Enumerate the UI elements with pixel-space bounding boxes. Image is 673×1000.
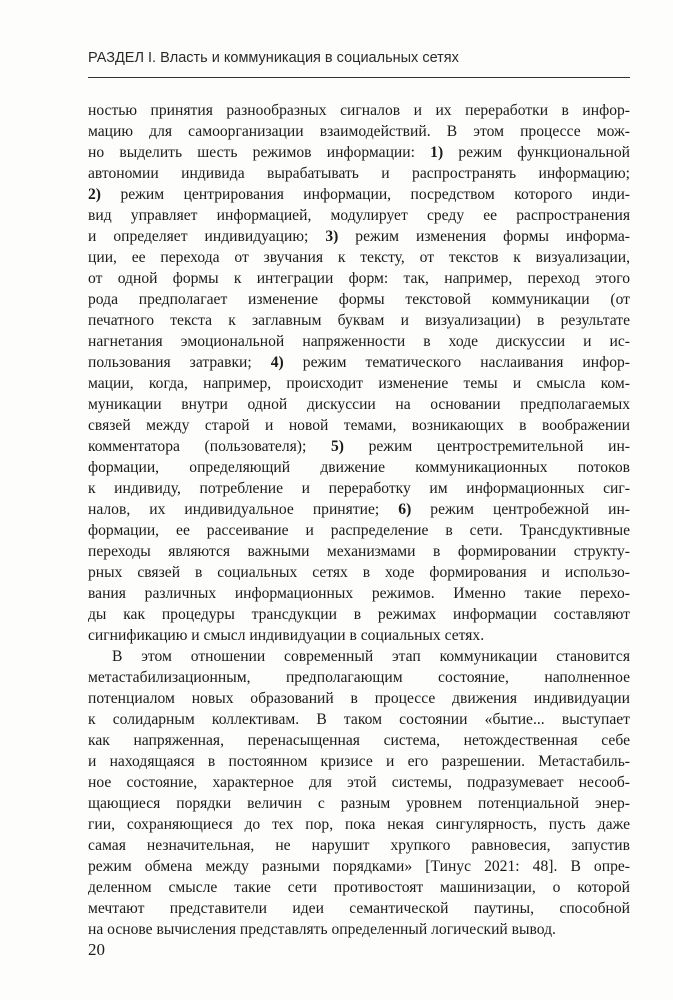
text-line — [88, 646, 630, 667]
text-run: налов, их индивидуальное принятие; — [88, 501, 399, 518]
text-run: автономии индивида вырабатывать и распространять информацию; — [88, 165, 630, 182]
text-line — [88, 835, 630, 856]
text-run: связей между старой и новой темами, возникающих в воображении — [88, 417, 630, 434]
text-line — [88, 310, 630, 331]
text-line — [88, 121, 630, 142]
header-rule — [88, 77, 630, 78]
text-line — [88, 331, 630, 352]
text-run: режим центрирования информации, посредством которого инди- — [101, 186, 630, 203]
list-marker: 5) — [330, 438, 344, 455]
text-run: мации, когда, например, происходит изменение темы и смысла ком- — [88, 375, 630, 392]
text-line — [88, 226, 630, 247]
text-run: рода предполагает изменение формы текстовой коммуникации (от — [88, 291, 630, 308]
text-line — [88, 247, 630, 268]
text-line — [88, 793, 630, 814]
list-marker: 1) — [430, 144, 444, 161]
text-line — [88, 142, 630, 163]
text-line — [88, 919, 630, 940]
body-text — [88, 100, 630, 940]
text-run: пользования затравки; — [88, 354, 271, 371]
text-run: ностью принятия разнообразных сигналов и их переработки в инфор- — [88, 102, 630, 119]
text-run: мацию для самоорганизации взаимодействий. В этом процессе мож- — [88, 123, 630, 140]
text-run: сигнификацию и смысл индивидуации в социальных сетях. — [88, 627, 485, 644]
text-run: и находящаяся в постоянном кризисе и его разрешении. Метастабиль- — [88, 753, 630, 770]
running-head: РАЗДЕЛ I. Власть и коммуникация в социальных сетях — [88, 50, 459, 66]
text-line — [88, 772, 630, 793]
text-run: режим обмена между разными порядками» [Тинус 2021: 48]. В опре- — [88, 858, 630, 875]
text-run: печатного текста к заглавным буквам и визуализации) в результате — [88, 312, 630, 329]
text-line — [88, 898, 630, 919]
text-run: вания различных информационных режимов. Именно такие перехо- — [88, 585, 630, 602]
text-line — [88, 457, 630, 478]
text-run: к солидарным коллективам. В таком состоянии «бытие... выступает — [88, 711, 630, 728]
text-line — [88, 709, 630, 730]
list-marker: 4) — [270, 354, 284, 371]
text-run: формации, ее рассеивание и распределение в сети. Трансдуктивные — [88, 522, 630, 539]
text-line — [88, 667, 630, 688]
text-run: формации, определяющий движение коммуникационных потоков — [88, 459, 630, 476]
text-run: режим изменения формы информа- — [338, 228, 630, 245]
text-run: мечтают представители идеи семантической паутины, способной — [88, 900, 630, 917]
list-marker: 6) — [398, 501, 412, 518]
text-line — [88, 163, 630, 184]
text-run: ции, ее перехода от звучания к тексту, от текстов к визуализации, — [88, 249, 630, 266]
text-line — [88, 562, 630, 583]
text-run: метастабилизационным, предполагающим состояние, наполненное — [88, 669, 630, 686]
text-run: рных связей в социальных сетях в ходе формирования и использо- — [88, 564, 630, 581]
text-run: как напряженная, перенасыщенная система, нетождественная себе — [88, 732, 630, 749]
text-run: режим центробежной ин- — [411, 501, 631, 518]
text-line — [88, 583, 630, 604]
text-run: режим тематического наслаивания инфор- — [283, 354, 630, 371]
text-line — [88, 856, 630, 877]
text-run: но выделить шесть режимов информации: — [88, 144, 431, 161]
text-line — [88, 268, 630, 289]
list-marker: 3) — [325, 228, 339, 245]
text-line — [88, 205, 630, 226]
text-line — [88, 541, 630, 562]
text-run: щающиеся порядки величин с разным уровнем потенциальной энер- — [88, 795, 630, 812]
text-line — [88, 373, 630, 394]
text-run: В этом отношении современный этап коммуникации становится — [112, 648, 630, 665]
text-run: гии, сохраняющиеся до тех пор, пока некая сингулярность, пусть даже — [88, 816, 630, 833]
text-run: вид управляет информацией, модулирует среду ее распространения — [88, 207, 630, 224]
text-run: переходы являются важными механизмами в формировании структу- — [88, 543, 630, 560]
text-run: комментатора (пользователя); — [88, 438, 331, 455]
text-run: муникации внутри одной дискуссии на основании предполагаемых — [88, 396, 630, 413]
text-run: на основе вычисления представлять определенный логический вывод. — [88, 921, 556, 938]
list-marker: 2) — [88, 186, 101, 203]
text-line — [88, 478, 630, 499]
text-run: к индивиду, потребление и переработку им информационных сиг- — [88, 480, 630, 497]
text-run: деленном смысле такие сети противостоят машинизации, о которой — [88, 879, 630, 896]
text-line — [88, 877, 630, 898]
text-run: и определяет индивидуацию; — [88, 228, 326, 245]
text-run: режим центростремительной ин- — [343, 438, 630, 455]
text-line — [88, 184, 630, 205]
text-run: нагнетания эмоциональной напряженности в ходе дискуссии и ис- — [88, 333, 630, 350]
text-line — [88, 520, 630, 541]
text-line — [88, 394, 630, 415]
text-line — [88, 814, 630, 835]
text-run: самая незначительная, не нарушит хрупкого равновесия, запустив — [88, 837, 630, 854]
text-line — [88, 289, 630, 310]
text-run: ное состояние, характерное для этой системы, подразумевает несооб- — [88, 774, 630, 791]
text-line — [88, 751, 630, 772]
text-line — [88, 604, 630, 625]
page-number: 20 — [88, 940, 105, 959]
text-run: ды как процедуры трансдукции в режимах информации составляют — [88, 606, 630, 623]
text-line — [88, 436, 630, 457]
text-line — [88, 625, 630, 646]
text-run: режим функциональной — [443, 144, 630, 161]
text-line — [88, 415, 630, 436]
text-run: от одной формы к интеграции форм: так, например, переход этого — [88, 270, 630, 287]
text-line — [88, 352, 630, 373]
text-line — [88, 499, 630, 520]
text-line — [88, 100, 630, 121]
text-line — [88, 688, 630, 709]
text-line — [88, 730, 630, 751]
text-run: потенциалом новых образований в процессе движения индивидуации — [88, 690, 630, 707]
